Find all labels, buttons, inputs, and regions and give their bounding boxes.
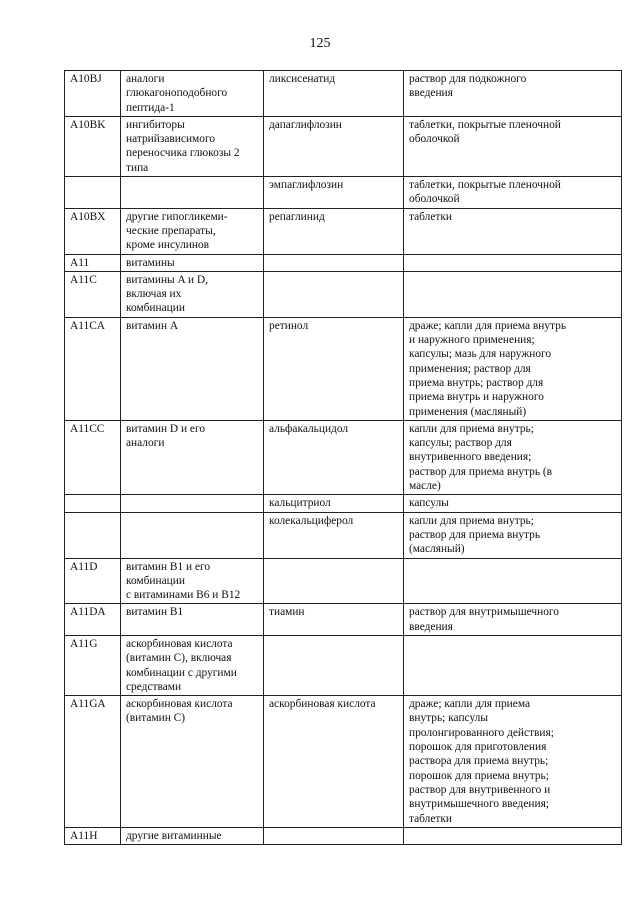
table-row — [65, 558, 622, 604]
dosage-form: раствор для внутримышечного введения — [404, 604, 622, 636]
anatomical-group — [121, 177, 264, 209]
drug-name: тиамин — [264, 604, 404, 636]
atc-code: A10BX — [65, 208, 121, 254]
dosage-form — [404, 271, 622, 317]
drug-name: аскорбиновая кислота — [264, 696, 404, 828]
drug-name — [264, 635, 404, 695]
atc-code: A11D — [65, 558, 121, 604]
drug-name: репаглинид — [264, 208, 404, 254]
dosage-form: таблетки — [404, 208, 622, 254]
table-row — [65, 696, 622, 828]
dosage-form: раствор для подкожного введения — [404, 71, 622, 117]
table-row — [65, 635, 622, 695]
table-row — [65, 512, 622, 558]
anatomical-group: другие витаминные — [121, 827, 264, 844]
anatomical-group — [121, 495, 264, 512]
dosage-form: таблетки, покрытые пленочной оболочкой — [404, 177, 622, 209]
table-row — [65, 71, 622, 117]
drug-name: ретинол — [264, 317, 404, 420]
drug-name — [264, 271, 404, 317]
atc-code: A11C — [65, 271, 121, 317]
dosage-form: драже; капли для приема внутрь; капсулы пролонгированного действия; порошок для приготовления раствора для приема внутрь; порошок для приема внутрь; раствор для внутривенного и внутримышечного введения; таблетки — [404, 696, 622, 828]
dosage-form — [404, 254, 622, 271]
table-row — [65, 116, 622, 176]
table-row — [65, 271, 622, 317]
dosage-form — [404, 558, 622, 604]
atc-code: A11 — [65, 254, 121, 271]
drug-table — [64, 70, 622, 845]
anatomical-group: ингибиторы натрийзависимого переносчика глюкозы 2 типа — [121, 116, 264, 176]
drug-name — [264, 254, 404, 271]
table-row — [65, 827, 622, 844]
atc-code — [65, 177, 121, 209]
anatomical-group — [121, 512, 264, 558]
anatomical-group: аскорбиновая кислота (витамин C) — [121, 696, 264, 828]
drug-name: кальцитриол — [264, 495, 404, 512]
atc-code: A10BJ — [65, 71, 121, 117]
table-row — [65, 317, 622, 420]
table-row — [65, 495, 622, 512]
anatomical-group: витамины — [121, 254, 264, 271]
page-number: 125 — [309, 36, 331, 51]
drug-name — [264, 558, 404, 604]
table-row — [65, 420, 622, 494]
atc-code: A11CC — [65, 420, 121, 494]
atc-code: A11H — [65, 827, 121, 844]
drug-name — [264, 827, 404, 844]
dosage-form: капли для приема внутрь; раствор для приема внутрь (масляный) — [404, 512, 622, 558]
atc-code: A11DA — [65, 604, 121, 636]
anatomical-group: витамин A — [121, 317, 264, 420]
dosage-form — [404, 635, 622, 695]
drug-name: ликсисенатид — [264, 71, 404, 117]
atc-code: A11CA — [65, 317, 121, 420]
dosage-form: драже; капли для приема внутрь и наружного применения; капсулы; мазь для наружного применения; раствор для приема внутрь; раствор для приема внутрь и наружного применения (масляный) — [404, 317, 622, 420]
atc-code — [65, 512, 121, 558]
table-row — [65, 254, 622, 271]
anatomical-group: витамин D и его аналоги — [121, 420, 264, 494]
anatomical-group: витамин B1 — [121, 604, 264, 636]
dosage-form — [404, 827, 622, 844]
drug-name: колекальциферол — [264, 512, 404, 558]
atc-code: A10BK — [65, 116, 121, 176]
anatomical-group: витамин B1 и его комбинации с витаминами B6 и B12 — [121, 558, 264, 604]
anatomical-group: витамины A и D, включая их комбинации — [121, 271, 264, 317]
table-row — [65, 177, 622, 209]
dosage-form: таблетки, покрытые пленочной оболочкой — [404, 116, 622, 176]
atc-code — [65, 495, 121, 512]
drug-name: эмпаглифлозин — [264, 177, 404, 209]
atc-code: A11GA — [65, 696, 121, 828]
anatomical-group: аскорбиновая кислота (витамин C), включая комбинации с другими средствами — [121, 635, 264, 695]
drug-name: дапаглифлозин — [264, 116, 404, 176]
atc-code: A11G — [65, 635, 121, 695]
table-row — [65, 604, 622, 636]
anatomical-group: другие гипогликеми- ческие препараты, кроме инсулинов — [121, 208, 264, 254]
dosage-form: капсулы — [404, 495, 622, 512]
drug-name: альфакальцидол — [264, 420, 404, 494]
table-row — [65, 208, 622, 254]
dosage-form: капли для приема внутрь; капсулы; раствор для внутривенного введения; раствор для приема внутрь (в масле) — [404, 420, 622, 494]
anatomical-group: аналоги глюкагоноподобного пептида-1 — [121, 71, 264, 117]
